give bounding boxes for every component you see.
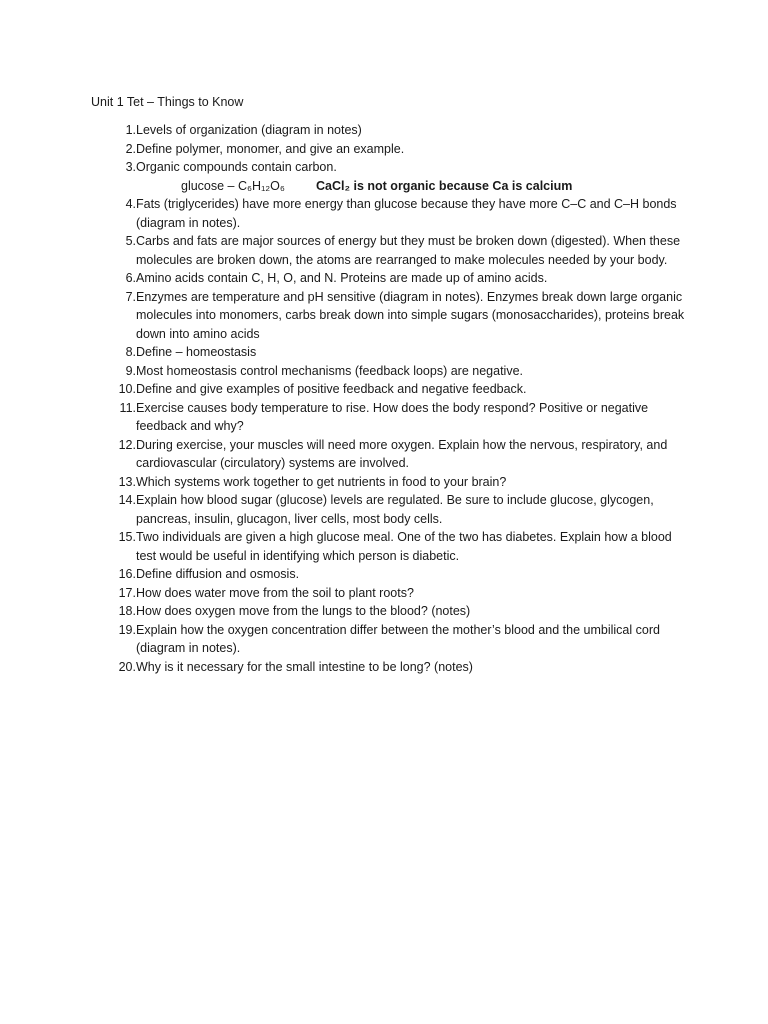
list-item-9 — [91, 362, 691, 381]
list-item-text: How does oxygen move from the lungs to the blood? (notes) — [136, 604, 471, 618]
list-item-text: Define polymer, monomer, and give an example. — [136, 141, 405, 156]
list-item-text: Amino acids contain C, H, O, and N. Proteins are made up of amino acids. — [136, 271, 548, 285]
list-number: 18. — [118, 604, 136, 618]
list-number: 19. — [118, 622, 136, 637]
glucose-formula: glucose – C₆H₁₂O₆ — [181, 178, 285, 193]
list-item-text: Two individuals are given a high glucose meal. One of the two has diabetes. Explain how a blood test would be useful in identifying which person is diabetic. — [136, 530, 672, 563]
list-item-text: Organic compounds contain carbon. — [136, 160, 337, 174]
list-number: 11. — [119, 400, 136, 415]
list-item-text: Why is it necessary for the small intestine to be long? (notes) — [136, 659, 473, 674]
list-item-14 — [91, 491, 691, 528]
list-number: 10. — [118, 382, 136, 396]
list-item-text: Carbs and fats are major sources of energy but they must be broken down (digested). When these molecules are broken down, the atoms are rearranged to make molecules needed by your body. — [136, 234, 681, 267]
list-item-19 — [91, 621, 691, 658]
list-item-text: Fats (triglycerides) have more energy than glucose because they have more C–C and C–H bonds (diagram in notes). — [136, 197, 677, 230]
list-item-20 — [91, 658, 691, 677]
list-item-text: How does water move from the soil to plant roots? — [136, 585, 414, 600]
list-item-text: Enzymes are temperature and pH sensitive (diagram in notes). Enzymes break down large organic molecules into monomers, carbs break down into simple sugars (monosaccharides), proteins break down into amino acids — [136, 289, 685, 341]
cacl2-note: CaCl₂ is not organic because Ca is calcium — [316, 178, 573, 193]
list-number: 17. — [118, 585, 136, 600]
list-item-4 — [91, 195, 691, 232]
list-number: 5. — [125, 234, 136, 248]
list-item-text: During exercise, your muscles will need more oxygen. Explain how the nervous, respiratory, and cardiovascular (circulatory) systems are involved. — [136, 437, 668, 470]
page-title: Unit 1 Tet – Things to Know — [91, 95, 244, 109]
list-item-10 — [91, 380, 691, 399]
list-number: 4. — [125, 197, 136, 211]
list-number: 2. — [125, 141, 136, 156]
list-number: 9. — [125, 363, 136, 378]
list-item-12 — [91, 436, 691, 473]
list-item-7 — [91, 288, 691, 344]
list-item-15 — [91, 528, 691, 565]
list-item-13 — [91, 473, 691, 492]
list-item-text: Define and give examples of positive feedback and negative feedback. — [136, 382, 527, 396]
list-item-11 — [91, 399, 691, 436]
list-item-text: Which systems work together to get nutrients in food to your brain? — [136, 474, 507, 489]
list-number: 12. — [118, 437, 136, 452]
list-number: 20. — [118, 659, 136, 674]
list-number: 8. — [125, 345, 136, 359]
list-number: 16. — [118, 567, 136, 581]
list-item-17 — [91, 584, 691, 603]
list-number: 3. — [125, 160, 136, 174]
list-item-18 — [91, 602, 691, 621]
list-item-6 — [91, 269, 691, 288]
formula-line — [91, 177, 691, 196]
list-item-2 — [91, 140, 691, 159]
list-item-text: Levels of organization (diagram in notes) — [136, 123, 362, 137]
list-number: 15. — [118, 530, 136, 544]
list-number: 14. — [118, 493, 136, 507]
list-item-text: Define – homeostasis — [136, 345, 257, 359]
list-item-1 — [91, 121, 691, 140]
list-number: 13. — [118, 474, 136, 489]
list-item-8 — [91, 343, 691, 362]
list-item-3 — [91, 158, 691, 177]
list-item-text: Most homeostasis control mechanisms (feedback loops) are negative. — [136, 363, 523, 378]
things-to-know-list — [91, 121, 691, 676]
list-item-text: Define diffusion and osmosis. — [136, 567, 300, 581]
list-number: 6. — [125, 271, 136, 285]
list-number: 7. — [125, 289, 136, 304]
list-item-16 — [91, 565, 691, 584]
list-item-5 — [91, 232, 691, 269]
list-number: 1. — [125, 123, 136, 137]
list-item-text: Explain how the oxygen concentration differ between the mother’s blood and the umbilical cord (diagram in notes). — [136, 622, 660, 655]
list-item-text: Exercise causes body temperature to rise. How does the body respond? Positive or negative feedback and why? — [136, 400, 649, 433]
list-item-text: Explain how blood sugar (glucose) levels are regulated. Be sure to include glucose, glycogen, pancreas, insulin, glucagon, liver cells, most body cells. — [136, 493, 654, 526]
